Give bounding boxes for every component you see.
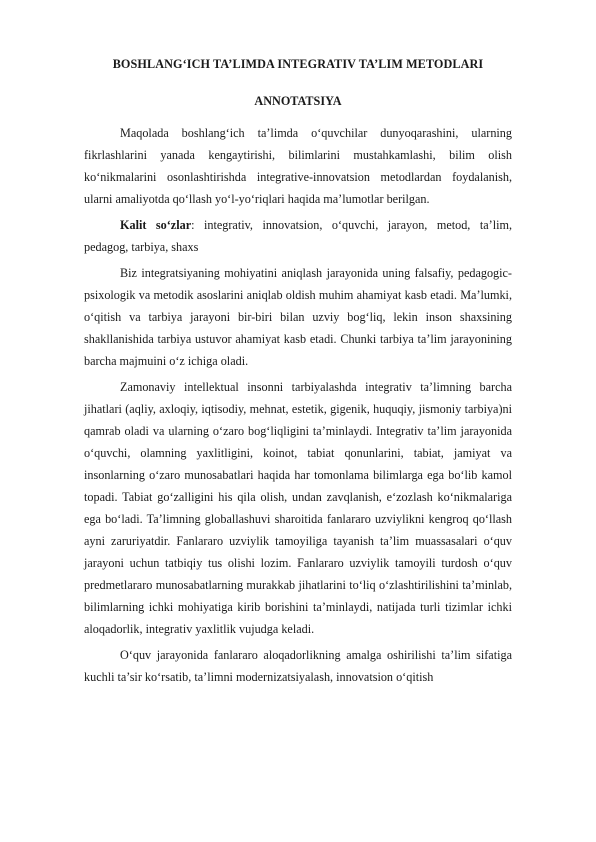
keywords-paragraph xyxy=(84,214,512,258)
abstract-paragraph: Maqolada boshlang‘ich ta’limda o‘quvchilar dunyoqarashini, ularning fikrlashlarini yanada kengaytirishi, bilimlarini mustahkamlashi, bilim olish ko‘nikmalarini osonlashtirishda integrative-innovatsion metodlardan foydalanish, ularni amaliyotda qo‘llash yo‘l-yo‘riqlari haqida ma’lumotlar berilgan. xyxy=(84,126,512,206)
paper-title: BOSHLANG‘ICH TA’LIMDA INTEGRATIV TA’LIM METODLARI xyxy=(112,57,484,71)
body-paragraph-3: O‘quv jarayonida fanlararo aloqadorlikning amalga oshirilishi ta’lim sifatiga kuchli ta’sir ko‘rsatib, ta’limni modernizatsiyalash, innovatsion o‘qitish xyxy=(84,648,512,684)
document-page xyxy=(84,56,512,692)
keywords-label: Kalit so‘zlar xyxy=(120,218,192,232)
keywords-text: : integrativ, innovatsion, o‘quvchi, jarayon, metod, ta’lim, pedagog, tarbiya, shaxs xyxy=(84,218,512,254)
body-paragraph-2: Zamonaviy intellektual insonni tarbiyalashda integrativ ta’limning barcha jihatlari (aqliy, axloqiy, iqtisodiy, mehnat, estetik, gigenik, huquqiy, jismoniy tarbiya)ni qamrab oladi va ularning o‘zaro bog‘liqligini ta’minlaydi. Integrativ ta’lim jarayonida o‘quvchi, olamning yaxlitligini, koinot, tabiat qonunlarini, tabiat, jamiyat va insonlarning o‘zaro munosabatlari haqida har tomonlama bilimlarga ega bo‘lib kamol topadi. Tabiat go‘zalligini his qila olish, undan zavqlanish, e‘zozlash ko‘nikmalariga ega bo‘ladi. Ta’limning globallashuvi sharoitida fanlararo uzviylikni kengroq qo‘llash ayni zaruriyatdir. Fanlararo uzviylik tamoyiliga tayanish ta’lim muassasalari o‘quv jarayoni uchun tatbiqiy tus olishi lozim. Fanlararo uzviylik tamoyili turdosh o‘quv predmetlararo munosabatlarning murakkab jihatlarini to‘liq o‘zlashtirilishini ta’minlab, bilimlarning ichki mohiyatiga kirib borishini ta’minlaydi, natijada turli tizimlar ichki aloqadorlik, integrativ yaxlitlik vujudga keladi. xyxy=(84,380,512,636)
body-paragraph-1: Biz integratsiyaning mohiyatini aniqlash jarayonida uning falsafiy, pedagogic-psixologik va metodik asoslarini aniqlab oldish muhim ahamiyat kasb etadi. Ma’lumki, o‘qitish va tarbiya jarayoni bir-biri bilan uzviy bog‘liq, lekin inson shaxsining shakllanishida tarbiya ustuvor ahamiyat kasb etadi. Chunki tarbiya ta’lim jarayonining barcha majmuini o‘z ichiga oladi. xyxy=(84,266,512,368)
abstract-heading: ANNOTATSIYA xyxy=(254,94,342,108)
